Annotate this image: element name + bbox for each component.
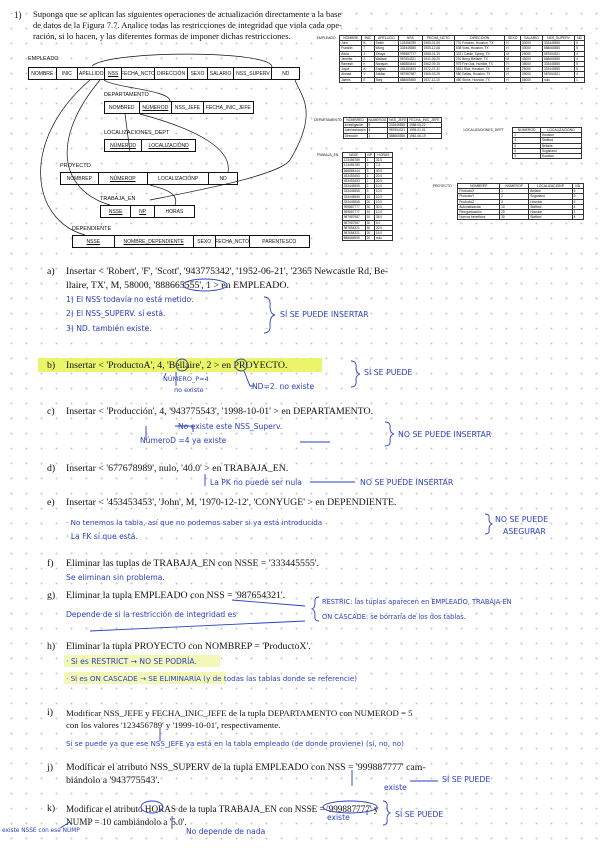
note-e-answer-2: ASEGURAR — [503, 527, 546, 536]
table-cell: Nuevos beneficios — [458, 215, 500, 220]
table-cell: 453453453 — [399, 67, 423, 72]
table-header-cell: PROYECTO — [432, 184, 452, 188]
table-header-cell: TRABAJA_EN — [316, 153, 339, 157]
schema-col: NSSE — [73, 236, 115, 247]
schema-col: SEXO — [194, 236, 216, 247]
table-cell: 25000 — [520, 72, 542, 77]
table-cell: 333445555 — [542, 41, 574, 46]
table-cell: 40000 — [520, 46, 542, 51]
table-cell: 2 — [365, 179, 374, 184]
table-cell: Wong — [374, 46, 398, 51]
note-k-3: existe NSSE con ese NUMP — [2, 828, 80, 834]
schema-col: ND — [282, 70, 290, 77]
table-cell: 20 — [365, 236, 374, 241]
note-h-1: · Si es RESTRICT → NO SE PODRÍA. — [66, 657, 197, 666]
table-cell: ProductoZ — [458, 199, 500, 204]
table-cell: 1968-01-19 — [422, 51, 454, 56]
table-cell: 3 — [365, 168, 374, 173]
table-cell: 1965-01-09 — [422, 41, 454, 46]
question-a-label: a) — [47, 266, 55, 277]
table-cell: J — [362, 51, 374, 56]
table-cell: Houston — [541, 133, 582, 138]
note-a-3: 3) ND. también existe. — [66, 324, 152, 333]
table-cell: 453453453 — [342, 173, 365, 178]
table-cell: 15.0 — [374, 231, 392, 236]
table-cell: 4 — [575, 51, 585, 56]
table-header-cell: NÚMEROD — [513, 128, 541, 133]
table-cell: 987987987 — [342, 220, 365, 225]
question-b-label: b) — [47, 360, 56, 371]
question-k-line-1: Modificar el atributo HORAS de la tupla TRABAJA_EN con NSSE = '999887777' y — [66, 804, 379, 814]
note-b-1: NÚMERO_P=4 — [163, 375, 209, 383]
table-header-cell: ND — [572, 184, 583, 189]
table-cell: H — [505, 62, 521, 67]
table-cell: 888665555 — [399, 77, 423, 82]
table-header-cell: SEXO — [505, 36, 521, 41]
table-cell: 25000 — [520, 67, 542, 72]
table-header-cell: LOCALIZACIÓND — [541, 128, 582, 133]
table-header-cell: APELLIDO — [374, 36, 398, 41]
intro-line-3: ración, si lo hacen, y las diferentes formas de imponer dichas restricciones. — [33, 31, 291, 41]
table-cell: Borg — [374, 77, 398, 82]
table-cell: 666884444 — [399, 62, 423, 67]
note-b-answer: SÍ SE PUEDE — [364, 368, 413, 377]
table-cell: 5 — [572, 189, 583, 194]
schema-col: NOMBREP — [61, 173, 99, 184]
table-cell: 30000 — [520, 41, 542, 46]
note-c-answer: NO SE PUEDE INSERTAR — [398, 430, 492, 439]
table-cell: 1981-06-19 — [408, 133, 441, 138]
schema-proyecto-title: PROYECTO — [60, 163, 91, 169]
table-cell: 20 — [500, 210, 529, 215]
table-cell: 987987987 — [399, 72, 423, 77]
table-cell: 975 Fire Oak, Humble, TX — [454, 62, 504, 67]
table-cell: 5 — [513, 143, 541, 148]
table-cell: 999887777 — [342, 210, 365, 215]
table-cell: 10 — [365, 194, 374, 199]
table-cell: 888665555 — [388, 133, 408, 138]
table-cell: 999887777 — [399, 51, 423, 56]
table-cell: 888665555 — [542, 46, 574, 51]
table-cell: Administración — [344, 128, 366, 133]
table-cell: 35.0 — [374, 215, 392, 220]
table-cell: Houston — [529, 199, 572, 204]
table-header-cell: SALARIO — [520, 36, 542, 41]
note-a-1: 1) El NSS todavía no está metido. — [66, 295, 194, 304]
table-cell: M — [505, 56, 521, 61]
schema-col: FECHA_NCTO — [122, 68, 155, 79]
note-g-2: RESTRIC: las tuplas aparecen en EMPLEADO, TRABAJA-EN — [322, 598, 512, 606]
schema-col: NP — [131, 206, 155, 217]
table-cell: 1 — [575, 77, 585, 82]
table-cell: 1 — [365, 158, 374, 163]
schema-departamento-title: DEPARTAMENTO — [104, 92, 149, 98]
question-d-label: d) — [47, 463, 56, 474]
note-c-2: NúmeroD =4 ya existe — [140, 436, 227, 445]
note-h-2: · Si es ON CASCADE → SE ELIMINARÍA (y de todas las tablas donde se referencie) — [66, 674, 358, 683]
table-cell: 5 — [367, 123, 388, 128]
table-cell: John — [340, 41, 362, 46]
schema-localizaciones-title: LOCALIZACIONES_DEPT — [104, 130, 170, 136]
table-cell: K — [362, 62, 374, 67]
table-cell: 5.0 — [374, 220, 392, 225]
question-d-text: Insertar < '677678989', nulo, '40.0' > en TRABAJA_EN. — [66, 463, 289, 474]
table-cell: Jennifer — [340, 56, 362, 61]
table-cell: 666884444 — [342, 168, 365, 173]
table-cell: Sugarland — [541, 148, 582, 153]
table-cell: Stafford — [529, 215, 572, 220]
table-cell: ProductoX — [458, 189, 500, 194]
schema-trabaja-title: TRABAJA_EN — [100, 196, 136, 202]
table-cell: 1995-01-01 — [408, 128, 441, 133]
schema-col: SEXO — [188, 68, 208, 79]
table-cell: 333445555 — [542, 62, 574, 67]
table-cell: H — [505, 41, 521, 46]
table-header-cell: NSS_SUPERV — [542, 36, 574, 41]
note-g-1: Depende de si la restricción de integridad es — [66, 610, 237, 619]
schema-col: NSSE — [101, 206, 131, 217]
table-cell: Stafford — [541, 138, 582, 143]
table-cell: 1972-07-31 — [422, 67, 454, 72]
question-e-text: Insertar < '453453453', 'John', M, '1970-12-12', 'CONYUGE' > en DEPENDIENTE. — [66, 497, 397, 508]
note-b-2: no existe — [174, 386, 204, 394]
table-cell: Dirección — [343, 133, 367, 138]
note-a-answer: SÍ SE PUEDE INSERTAR — [280, 310, 369, 319]
table-cell: Automatización — [458, 204, 500, 209]
question-a-line-2: llaire, TX', M, 58000, '888665555', 1 > en EMPLEADO. — [66, 280, 289, 291]
table-cell: 2 — [365, 163, 374, 168]
table-cell: 5 — [575, 62, 585, 67]
schema-col: PARENTESCO — [262, 238, 297, 245]
question-h-label: h) — [47, 641, 56, 652]
table-cell: 30.0 — [374, 205, 392, 210]
schema-col: FECHA_NCTO — [216, 236, 250, 247]
question-i-line-2: con los valores '123456789' y '1999-10-01', respectivamente. — [66, 720, 281, 730]
table-cell: T — [362, 46, 374, 51]
table-header-cell: NP — [365, 153, 374, 158]
schema-col: NSS_JEFE — [172, 102, 204, 113]
table-cell: 10.0 — [374, 189, 392, 194]
table-cell: Franklin — [340, 46, 362, 51]
note-f-1: Se eliminan sin problema. — [66, 573, 165, 582]
intro-line-2: de datos de la Figura 7.7. Analice todas las restricciones de integridad que viola cada ope- — [33, 20, 343, 30]
table-cell: 4 — [575, 56, 585, 61]
table-cell: 1937-11-10 — [422, 77, 454, 82]
table-cell: 10.0 — [374, 199, 392, 204]
table-cell: 1969-03-29 — [422, 72, 454, 77]
table-header-cell: NÚMEROP — [500, 184, 529, 189]
table-header-cell: NÚMEROD — [368, 118, 387, 122]
question-j-line-1: Modificar el atributo NSS_SUPERV de la tupla EMPLEADO con NSS = '999887777' cam- — [66, 762, 426, 773]
table-cell: 123456789 — [399, 41, 423, 46]
table-cell: 987654321 — [399, 56, 423, 61]
table-cell: H — [505, 77, 521, 82]
table-cell: James — [340, 77, 362, 82]
schema-col: NÚMEROD — [140, 102, 173, 113]
table-cell: Ahmad — [340, 72, 362, 77]
schema-col: NOMBRED — [105, 102, 140, 113]
schema-col: LOCALIZACIÓNP — [148, 173, 209, 184]
table-cell: 980 Dallas, Houston, TX — [454, 72, 504, 77]
table-cell: 1941-06-20 — [422, 56, 454, 61]
table-cell: 1 — [365, 173, 374, 178]
note-j-1: existe — [384, 783, 407, 792]
question-f-label: f) — [47, 558, 54, 569]
table-cell: 30 — [365, 220, 374, 225]
table-cell: 888665555 — [542, 56, 574, 61]
table-cell: 123456789 — [342, 163, 365, 168]
intro-number: 1) — [14, 10, 22, 20]
question-j-label: j) — [47, 762, 53, 773]
table-cell: 987654321 — [342, 225, 365, 230]
table-cell: 5 — [572, 194, 583, 199]
question-b-text: Insertar < 'ProductoA', 4, 'Bellaire', 2 > en PROYECTO. — [66, 360, 288, 371]
question-a-line-1: Insertar < 'Robert', 'F', 'Scott', '943775342', '1952-06-21', '2365 Newcastle Rd, Be- — [66, 266, 389, 277]
table-cell: Reorganización — [458, 210, 500, 215]
note-a-2: 2) El NSS_SUPERV. sí está. — [66, 309, 166, 318]
table-cell: 4 — [367, 128, 388, 133]
note-i-1: Sí se puede ya que ese NSS_JEFE ya está en la tabla empleado (de donde proviene) (sí, no, no) — [66, 739, 404, 748]
table-cell: 32.5 — [374, 158, 392, 163]
schema-col: NÚMEROP — [99, 173, 148, 184]
table-cell: 10.0 — [374, 184, 392, 189]
note-g-3: ON CASCADE: se borraría de los dos tablas. — [322, 613, 466, 621]
table-cell: 25000 — [520, 51, 542, 56]
note-k-2: No depende de nada — [186, 827, 266, 836]
table-cell: 1 — [513, 133, 541, 138]
table-cell: 731 Fondren, Houston, TX — [454, 41, 504, 46]
table-cell: 10 — [500, 204, 529, 209]
table-cell: E — [362, 77, 374, 82]
table-cell: Stafford — [529, 204, 572, 209]
table-cell: 4 — [513, 138, 541, 143]
table-cell: A — [362, 67, 374, 72]
table-cell: 2 — [500, 194, 529, 199]
table-header-cell: EMPLEADO — [316, 36, 336, 40]
table-cell: 1955-12-08 — [422, 46, 454, 51]
note-d-answer: NO SE PUEDE INSERTAR — [360, 478, 454, 487]
table-cell: 1988-05-22 — [408, 123, 441, 128]
table-cell: 987654321 — [542, 51, 574, 56]
table-cell: 1962-09-15 — [422, 62, 454, 67]
table-cell: 888665555 — [342, 236, 365, 241]
table-cell: 123456789 — [342, 158, 365, 163]
schema-col: APELLIDO — [78, 68, 105, 79]
table-cell: 987654321 — [388, 128, 408, 133]
table-cell: 291 Berry, Bellaire, TX — [454, 56, 504, 61]
question-k-line-2: NUMP = 10 cambiándolo a '5.0'. — [66, 817, 187, 827]
question-k-label: k) — [47, 803, 56, 814]
table-cell: 43000 — [520, 56, 542, 61]
table-cell: 1 — [500, 189, 529, 194]
table-header-cell: NSSE — [342, 153, 365, 158]
table-cell: 20.0 — [374, 173, 392, 178]
table-cell: S — [362, 56, 374, 61]
table-header-cell: FECHA_INIC_JEFE — [409, 118, 440, 122]
table-cell: 5 — [513, 154, 541, 159]
table-header-cell: HORAS — [374, 153, 392, 158]
note-k-1: existe — [327, 813, 350, 822]
table-cell: 333445555 — [542, 67, 574, 72]
table-cell: 7.5 — [374, 163, 392, 168]
table-cell: English — [374, 67, 398, 72]
table-cell: Houston — [529, 210, 572, 215]
table-cell: B — [362, 41, 374, 46]
table-cell: Houston — [541, 154, 582, 159]
table-cell: Zelaya — [374, 51, 398, 56]
question-c-text: Insertar < 'Producción', 4, '943775543', '1998-10-01' > en DEPARTAMENTO. — [66, 406, 374, 417]
table-cell: Smith — [374, 41, 398, 46]
table-header-cell: NOMBRE — [340, 36, 362, 41]
table-cell: 5 — [572, 199, 583, 204]
table-cell: 987987987 — [342, 215, 365, 220]
note-j-answer: SÍ SE PUEDE — [442, 775, 491, 784]
table-cell: 333445555 — [342, 184, 365, 189]
note-k-answer: SÍ SE PUEDE — [395, 810, 444, 819]
table-cell: 30 — [365, 225, 374, 230]
schema-col: NSS — [105, 68, 122, 79]
table-header-cell: LOCALIZACIONES_DEPT — [463, 128, 504, 132]
table-cell: Sugarland — [529, 194, 572, 199]
question-h-text: Eliminar la tupla PROYECTO con NOMBREP = 'ProductoX'. — [66, 641, 311, 652]
table-cell: 1 — [367, 133, 388, 138]
table-cell: 3 — [365, 189, 374, 194]
schema-col: ND — [219, 175, 227, 182]
table-cell: 20 — [365, 199, 374, 204]
table-cell: 10.0 — [374, 210, 392, 215]
table-cell: 5 — [575, 41, 585, 46]
table-cell: 10.0 — [374, 194, 392, 199]
table-header-cell: NSS — [399, 36, 423, 41]
schema-col: LOCALIZACIÓND — [148, 142, 189, 149]
table-cell: 2 — [365, 184, 374, 189]
table-cell: 10 — [365, 215, 374, 220]
schema-col: FECHA_INIC_JEFE — [206, 104, 251, 111]
note-d-1: La PK no puede ser nula — [210, 478, 302, 487]
table-cell: 10 — [365, 210, 374, 215]
table-cell: H — [505, 72, 521, 77]
table-cell: 333445555 — [388, 123, 408, 128]
table-cell: 38000 — [520, 62, 542, 67]
table-cell: 40.0 — [374, 168, 392, 173]
question-f-text: Eliminar las tuplas de TRABAJA_EN con NSSE = '333445555'. — [66, 558, 319, 569]
schema-empleado-title: EMPLEADO — [28, 56, 59, 62]
table-cell: nulo — [374, 236, 392, 241]
question-i-label: i) — [47, 707, 53, 718]
note-b-3: ND=2. no existe — [252, 382, 315, 391]
table-cell: 4 — [572, 204, 583, 209]
table-cell: nulo — [542, 77, 574, 82]
table-cell: 333445555 — [399, 46, 423, 51]
table-cell: 5 — [575, 46, 585, 51]
schema-col: NOMBRE — [29, 68, 57, 79]
schema-col: SALARIO — [208, 68, 235, 79]
table-cell: 453453453 — [342, 179, 365, 184]
table-cell: ProductoY — [458, 194, 500, 199]
table-cell: 4 — [575, 72, 585, 77]
table-cell: Joyce — [340, 67, 362, 72]
schema-col: NÚMEROD — [105, 140, 142, 151]
table-cell: 987654321 — [542, 72, 574, 77]
question-g-text: Eliminar la tupla EMPLEADO con NSS = '987654321'. — [66, 590, 286, 601]
table-cell: Wallace — [374, 56, 398, 61]
table-cell: Ramesh — [340, 62, 362, 67]
table-cell: V — [362, 72, 374, 77]
table-cell: 638 Voss, Houston, TX — [454, 46, 504, 51]
question-j-line-2: biándolo a '943775543'. — [66, 775, 160, 786]
table-cell: 333445555 — [342, 189, 365, 194]
table-header-cell: NOMBREP — [458, 184, 500, 189]
schema-col: NSS_SUPERV — [234, 68, 272, 79]
schema-col: DIRECCIÓN — [155, 68, 188, 79]
table-cell: 333445555 — [342, 199, 365, 204]
table-cell: M — [505, 67, 521, 72]
table-cell: 450 Stone, Houston, TX — [454, 77, 504, 82]
question-c-label: c) — [47, 406, 55, 417]
table-cell: 30 — [365, 205, 374, 210]
table-cell: Investigación — [343, 123, 367, 128]
table-cell: 999887777 — [342, 205, 365, 210]
table-cell: Bellaire — [529, 189, 572, 194]
schema-col: NOMBRE_DEPENDIENTE — [115, 236, 194, 247]
table-cell: 987654321 — [342, 231, 365, 236]
table-header-cell: FECHA_NCTO — [422, 36, 454, 41]
schema-dependiente-title: DEPENDIENTE — [72, 226, 112, 232]
table-cell: Alicia — [340, 51, 362, 56]
table-cell: 4 — [572, 215, 583, 220]
question-g-label: g) — [47, 590, 56, 601]
table-cell: 3 — [500, 199, 529, 204]
question-e-label: e) — [47, 497, 55, 508]
table-header-cell: ND — [575, 36, 585, 41]
table-cell: 5 — [575, 67, 585, 72]
table-header-cell: INIC — [362, 36, 374, 41]
table-cell: 30 — [500, 215, 529, 220]
table-cell: 20.0 — [374, 225, 392, 230]
table-cell: 5631 Rice, Houston, TX — [454, 67, 504, 72]
table-cell: Narayan — [374, 62, 398, 67]
table-header-cell: NOMBRED — [343, 118, 367, 123]
note-c-1: No existe este NSS_Superv. — [178, 422, 283, 431]
table-cell: 20 — [365, 231, 374, 236]
note-e-answer-1: NO SE PUEDE — [495, 515, 549, 524]
table-cell: 3321 Castle, Spring, TX — [454, 51, 504, 56]
intro-line-1: Suponga que se aplican las siguientes operaciones de actualización directamente a la base — [33, 9, 342, 19]
table-header-cell: NSS_JEFE — [389, 118, 407, 122]
table-cell: 1 — [572, 210, 583, 215]
table-cell: 20.0 — [374, 179, 392, 184]
table-cell: M — [505, 51, 521, 56]
table-cell: 333445555 — [342, 194, 365, 199]
question-i-line-1: Modificar NSS_JEFE y FECHA_INIC_JEFE de la tupla DEPARTAMENTO con NUMEROD = 5 — [66, 708, 413, 718]
note-e-1: · No tenemos la tabla, así que no podemos saber si ya está introducida — [66, 518, 323, 527]
note-e-2: · La FK sí que está. — [66, 532, 138, 541]
schema-col: HORAS — [165, 208, 184, 215]
table-cell: 55000 — [520, 77, 542, 82]
table-header-cell: LOCALIZACIÓNP — [529, 184, 572, 189]
table-cell: 5 — [513, 148, 541, 153]
schema-col: INIC — [57, 68, 79, 79]
table-header-cell: DIRECCIÓN — [454, 36, 504, 41]
table-cell: Bellaire — [541, 143, 582, 148]
table-cell: H — [505, 46, 521, 51]
table-header-cell: DEPARTAMENTO — [314, 118, 342, 122]
table-cell: Jabbar — [374, 72, 398, 77]
